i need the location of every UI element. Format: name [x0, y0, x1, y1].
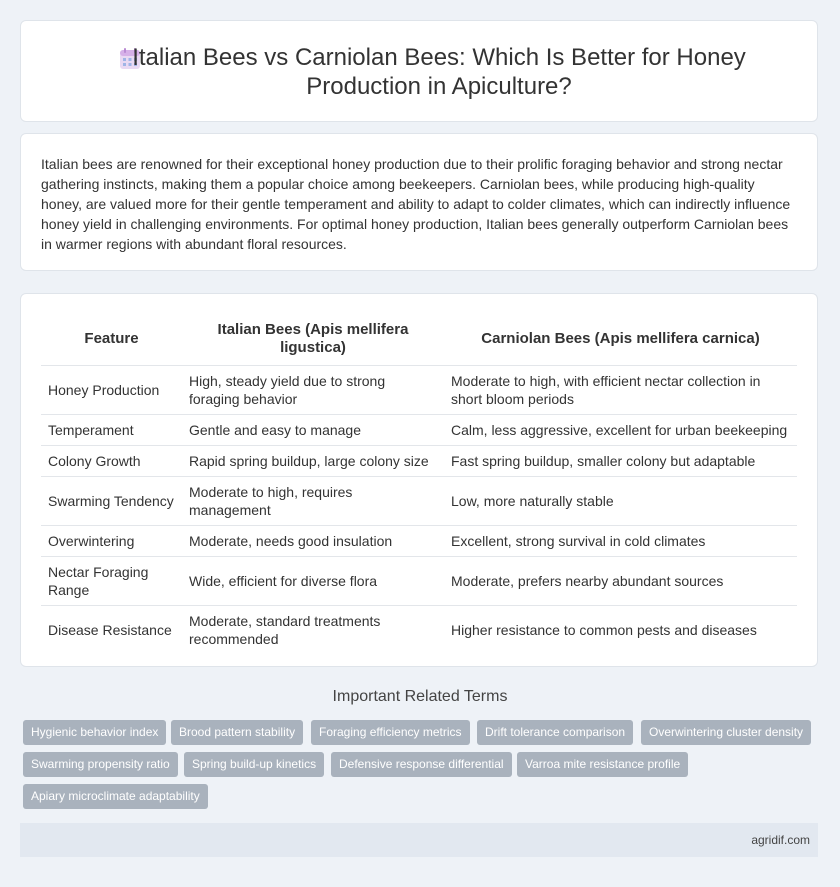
- table-row: [41, 557, 797, 606]
- intro-card: [20, 133, 818, 271]
- footer-site-link[interactable]: agridif.com: [751, 833, 810, 847]
- page-title: [81, 43, 797, 101]
- comparison-card: [20, 293, 818, 667]
- table-cell: Higher resistance to common pests and diseases: [444, 606, 797, 655]
- comparison-table: [41, 313, 797, 654]
- table-cell: Nectar Foraging Range: [41, 557, 182, 606]
- title-card: [20, 20, 818, 122]
- related-term-tag[interactable]: Spring build-up kinetics: [184, 752, 324, 777]
- table-cell: Moderate, standard treatments recommended: [182, 606, 444, 655]
- table-cell: Calm, less aggressive, excellent for urban beekeeping: [444, 415, 797, 446]
- table-row: [41, 446, 797, 477]
- related-term-tag[interactable]: Varroa mite resistance profile: [517, 752, 688, 777]
- table-cell: Wide, efficient for diverse flora: [182, 557, 444, 606]
- table-cell: Moderate, prefers nearby abundant sources: [444, 557, 797, 606]
- table-cell: Gentle and easy to manage: [182, 415, 444, 446]
- table-header-row: [41, 313, 797, 366]
- related-term-tag[interactable]: Apiary microclimate adaptability: [23, 784, 208, 809]
- table-row: [41, 415, 797, 446]
- table-cell: Fast spring buildup, smaller colony but adaptable: [444, 446, 797, 477]
- table-row: [41, 477, 797, 526]
- table-cell: Excellent, strong survival in cold climates: [444, 526, 797, 557]
- related-term-tag[interactable]: Hygienic behavior index: [23, 720, 166, 745]
- related-term-tag[interactable]: Foraging efficiency metrics: [311, 720, 470, 745]
- table-cell: Honey Production: [41, 366, 182, 415]
- table-cell: Temperament: [41, 415, 182, 446]
- related-terms-title: Important Related Terms: [332, 688, 508, 705]
- table-row: [41, 526, 797, 557]
- page-title-line-1: Italian Bees vs Carniolan Bees: Which Is Better for Honey: [132, 44, 746, 71]
- intro-paragraph: Italian bees are renowned for their exceptional honey production due to their prolific foraging behavior and strong nectar gathering instincts, making them a popular choice among beekeepers. Carniolan bees, while producing high-quality honey, are valued more for their gentle temperament and ability to adapt to colder climates, which can indirectly influence honey yield in challenging environments. For optimal honey production, Italian bees generally outperform Carniolan bees in warmer regions with abundant floral resources.: [41, 156, 791, 252]
- table-header-carniolan: Carniolan Bees (Apis mellifera carnica): [481, 330, 760, 347]
- table-header-feature: Feature: [84, 330, 139, 347]
- table-cell: Disease Resistance: [41, 606, 182, 655]
- table-header-italian: Italian Bees (Apis mellifera ligustica): [217, 321, 409, 356]
- related-term-tag[interactable]: Swarming propensity ratio: [23, 752, 178, 777]
- table-row: [41, 366, 797, 415]
- table-cell: Moderate, needs good insulation: [182, 526, 444, 557]
- table-cell: Moderate to high, with efficient nectar collection in short bloom periods: [444, 366, 797, 415]
- table-cell: Rapid spring buildup, large colony size: [182, 446, 444, 477]
- related-term-tag[interactable]: Brood pattern stability: [171, 720, 303, 745]
- table-cell: High, steady yield due to strong foraging behavior: [182, 366, 444, 415]
- footer: [20, 823, 818, 857]
- table-cell: Swarming Tendency: [41, 477, 182, 526]
- related-term-tag[interactable]: Defensive response differential: [331, 752, 512, 777]
- table-cell: Overwintering: [41, 526, 182, 557]
- related-term-tag[interactable]: Overwintering cluster density: [641, 720, 811, 745]
- related-term-tag[interactable]: Drift tolerance comparison: [477, 720, 633, 745]
- table-cell: Colony Growth: [41, 446, 182, 477]
- table-row: [41, 606, 797, 655]
- table-cell: Moderate to high, requires management: [182, 477, 444, 526]
- table-cell: Low, more naturally stable: [444, 477, 797, 526]
- page-title-line-2: Production in Apiculture?: [306, 73, 572, 100]
